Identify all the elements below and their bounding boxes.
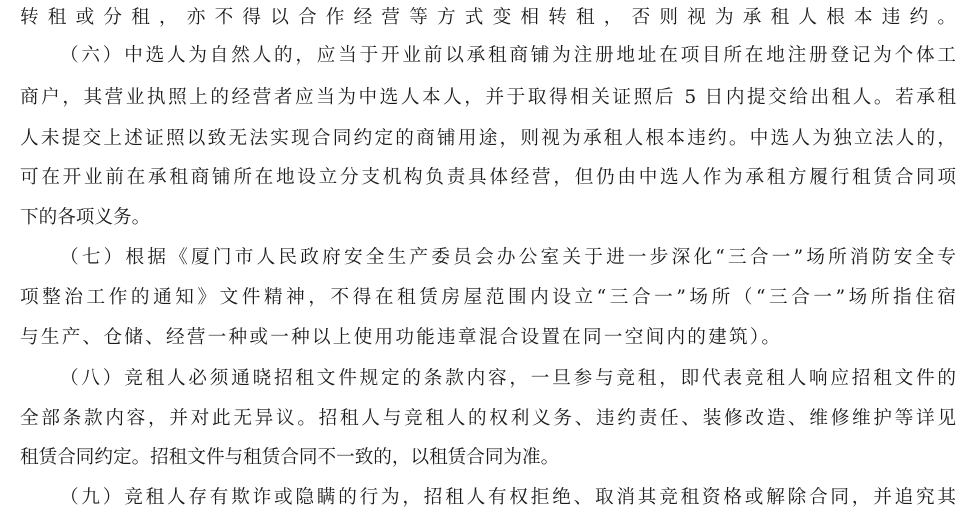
text-line: （六）中选人为自然人的，应当于开业前以承租商铺为注册地址在项目所在地注册登记为个体工 [60,45,956,66]
text-line: 转租或分租，亦不得以合作经营等方式变相转租，否则视为承租人根本违约。 [20,7,956,28]
text-line: 商户，其营业执照上的经营者应当为中选人本人，并于取得相关证照后 5 日内提交给出租人。若承租 [20,87,956,108]
text-line: 人未提交上述证照以致无法实现合同约定的商铺用途，则视为承租人根本违约。中选人为独立法人的， [20,128,956,149]
text-line: 全部条款内容，并对此无异议。招租人与竞租人的权利义务、违约责任、装修改造、维修维护等详见 [20,408,956,429]
text-line: 下的各项义务。 [20,207,151,228]
text-line: （七）根据《厦门市人民政府安全生产委员会办公室关于进一步深化“三合一”场所消防安全专 [60,247,956,268]
text-line: 项整治工作的通知》文件精神，不得在租赁房屋范围内设立“三合一”场所（“三合一”场所指住宿 [20,287,956,308]
text-line: 与生产、仓储、经营一种或一种以上使用功能违章混合设置在同一空间内的建筑）。 [20,327,780,348]
text-line: 租赁合同约定。招租文件与租赁合同不一致的，以租赁合同为准。 [20,447,560,468]
text-line: 可在开业前在承租商铺所在地设立分支机构负责具体经营，但仍由中选人作为承租方履行租赁合同项 [20,167,956,188]
text-line: （八）竞租人必须通晓招租文件规定的条款内容，一旦参与竞租，即代表竞租人响应招租文件的 [60,368,956,389]
text-line: （九）竞租人存有欺诈或隐瞒的行为，招租人有权拒绝、取消其竞租资格或解除合同，并追究其 [60,487,956,508]
